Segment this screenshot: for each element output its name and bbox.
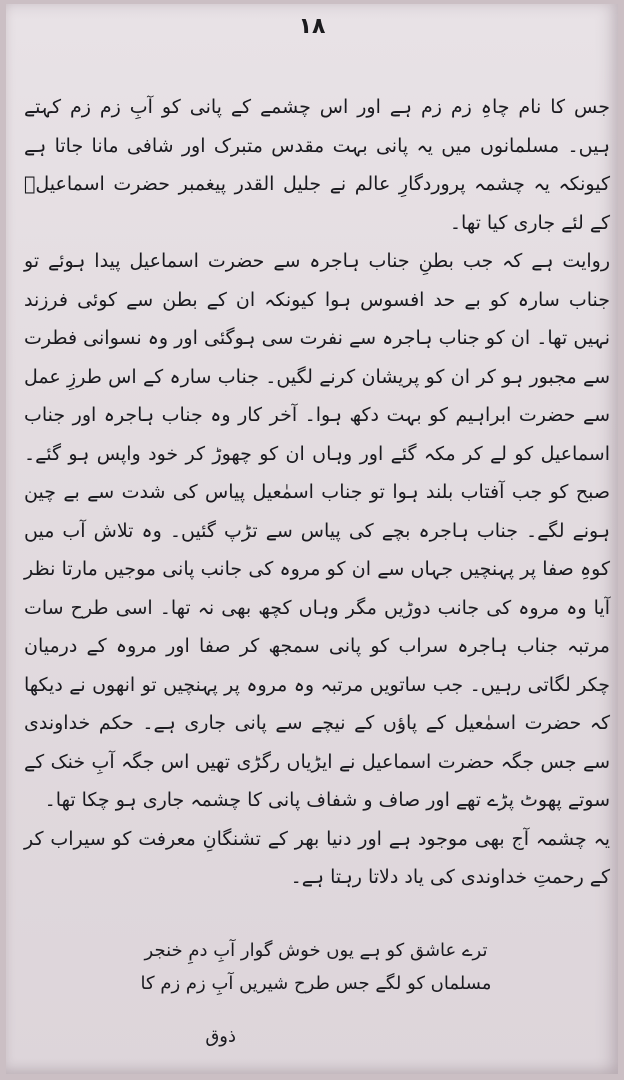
paragraph-zamzam-intro: جس کا نام چاہِ زم زم ہے اور اس چشمے کے پانی کو آبِ زم زم کہتے ہیں۔ مسلمانوں میں یہ پانی بہت مقدس متبرک اور شافی مانا جاتا ہے کیونکہ یہ چشمہ پروردگارِ عالم نے جلیل القدر پیغمبر حضرت اسماعیلؑ کے لئے جاری کیا تھا۔	[24, 96, 610, 234]
verse-line-2: مسلماں کو لگے جس طرح شیریں آبِ زم زم کا	[140, 973, 492, 994]
book-page	[6, 4, 618, 1074]
poetry-verse	[126, 934, 506, 1000]
paragraph-hajra-story: روایت ہے کہ جب بطنِ جناب ہاجرہ سے حضرت اسماعیل پیدا ہوئے تو جناب سارہ کو بے حد افسوس ہوا کیونکہ ان کے بطن سے کوئی فرزند نہیں تھا۔ ان کو جناب ہاجرہ سے نفرت سی ہوگئی اور وہ نسوانی فطرت سے مجبور ہو کر ان کو پریشان کرنے لگیں۔ جناب سارہ کے اس طرزِ عمل سے حضرت ابراہیم کو بہت دکھ ہوا۔ آخر کار وہ جناب ہاجرہ اور جناب اسماعیل کو لے کر مکہ گئے اور وہاں ان کو چھوڑ کر خود واپس ہو گئے۔ صبح کو جب آفتاب بلند ہوا تو جناب اسمٰعیل پیاس کی شدت سے بے چین ہونے لگے۔ جناب ہاجرہ بچے کی پیاس سے تڑپ گئیں۔ وہ تلاش آب میں کوہِ صفا پر پہنچیں جہاں سے ان کو مروہ کی جانب پانی موجیں مارتا نظر آیا وہ مروہ کی جانب دوڑیں مگر وہاں کچھ بھی نہ تھا۔ اسی طرح سات مرتبہ جناب ہاجرہ سراب کو پانی سمجھ کر صفا اور مروہ کے درمیان چکر لگاتی رہیں۔ جب ساتویں مرتبہ وہ مروہ پر پہنچیں تو انھوں نے دیکھا کہ حضرت اسمٰعیل کے پاؤں کے نیچے سے پانی جاری ہے۔ حکم خداوندی سے جس جگہ حضرت اسماعیل نے ایڑیاں رگڑی تھیں اس جگہ آبِ خنک کے سوتے پھوٹ پڑے تھے اور صاف و شفاف پانی کا چشمہ جاری ہو چکا تھا۔	[24, 250, 610, 811]
verse-line-1: ترے عاشق کو ہے یوں خوش گوار آبِ دمِ خنجر	[144, 940, 488, 961]
paragraph-spring-today: یہ چشمہ آج بھی موجود ہے اور دنیا بھر کے تشنگانِ معرفت کو سیراب کر کے رحمتِ خداوندی کی یاد دلاتا رہتا ہے۔	[24, 827, 610, 888]
body-text	[24, 88, 610, 897]
page-number: ۱۸	[298, 14, 326, 39]
poet-name: ذوق	[205, 1026, 236, 1047]
